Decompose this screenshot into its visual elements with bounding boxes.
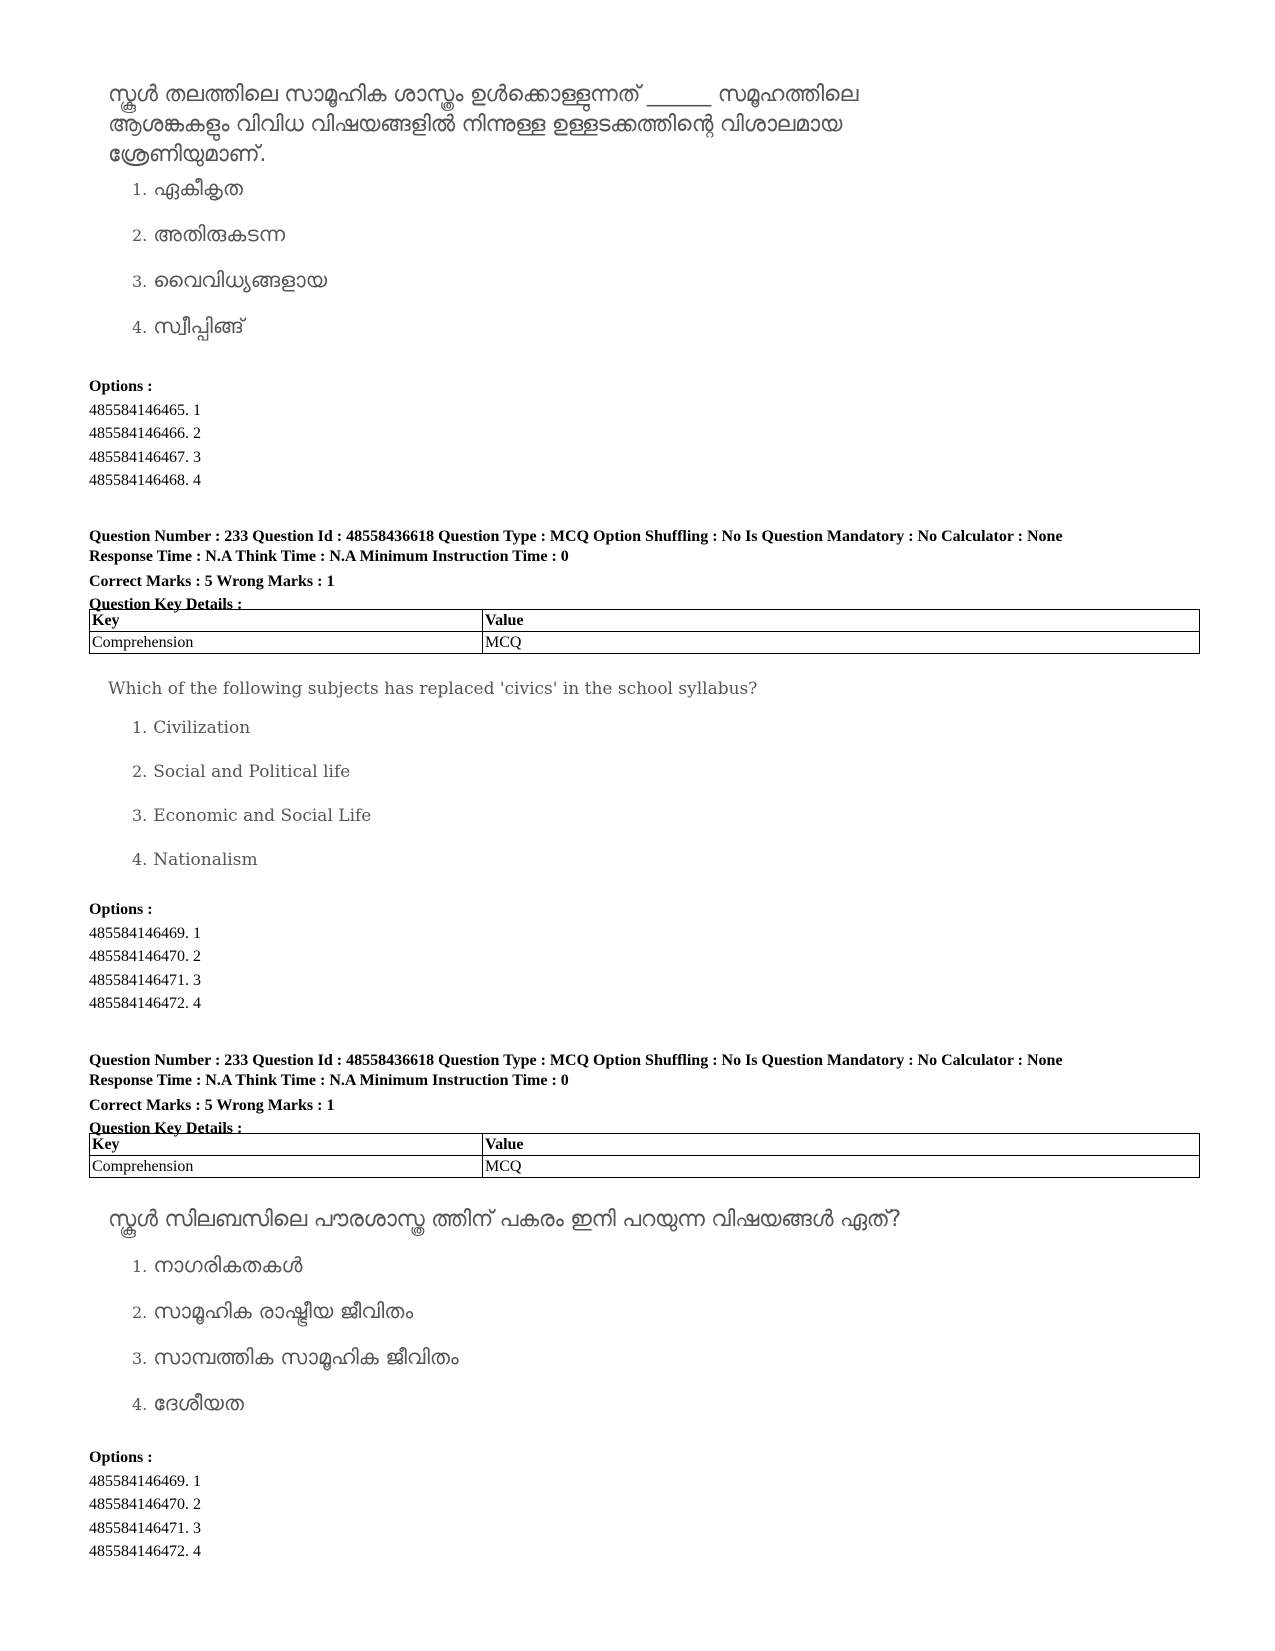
question-2-options [89, 898, 201, 1016]
question-2-meta [89, 527, 1199, 616]
question-3-image [108, 1205, 968, 1415]
option-id: 485584146470. 2 [89, 1496, 201, 1513]
question-1-text: സ്കൂൾ തലത്തിലെ സാമൂഹിക ശാസ്ത്രം ഉൾക്കൊള്ളുന്നത് ______ സമൂഹത്തിലെ ആശങ്കകളും വിവിധ വിഷയങ്ങളിൽ നിന്നുള്ള ഉള്ളടക്കത്തിന്റെ വിശാലമായ ശ്രേണിയുമാണ്. [108, 82, 859, 167]
question-2-choice-3: 3. Economic and Social Life [132, 806, 372, 826]
value-header: Value [483, 1134, 1200, 1156]
option-id: 485584146472. 4 [89, 1543, 201, 1560]
question-marks: Correct Marks : 5 Wrong Marks : 1 [89, 1097, 335, 1114]
key-header: Key [90, 1134, 483, 1156]
option-id: 485584146468. 4 [89, 472, 201, 489]
options-label: Options : [89, 1449, 153, 1466]
value-header: Value [483, 610, 1200, 632]
options-label: Options : [89, 378, 153, 395]
option-id: 485584146472. 4 [89, 995, 201, 1012]
question-timing-line: Response Time : N.A Think Time : N.A Minimum Instruction Time : 0 [89, 1072, 569, 1089]
question-3-choice-4: 4. ദേശീയത [132, 1391, 244, 1415]
value-cell: MCQ [483, 1156, 1200, 1178]
question-3-choice-1: 1. നാഗരികതകൾ [132, 1253, 303, 1277]
option-id: 485584146469. 1 [89, 1472, 201, 1490]
option-id: 485584146466. 2 [89, 425, 201, 442]
key-table-header [90, 610, 1200, 632]
option-id: 485584146465. 1 [89, 401, 201, 419]
option-id: 485584146470. 2 [89, 948, 201, 965]
question-3-choice-2: 2. സാമൂഹിക രാഷ്ട്രീയ ജീവിതം [132, 1299, 414, 1323]
question-3-text: സ്കൂൾ സിലബസിലെ പൗരശാസ്ത്ര ത്തിന് പകരം ഇനി പറയുന്ന വിഷയങ്ങൾ ഏത്? [108, 1207, 901, 1232]
question-1-image [108, 80, 968, 338]
question-1-choice-1: 1. ഏകീകൃത [132, 176, 243, 200]
question-3-options [89, 1446, 201, 1564]
question-3-meta [89, 1051, 1199, 1140]
key-table-row [90, 1156, 1200, 1178]
option-id: 485584146471. 3 [89, 971, 201, 989]
key-cell: Comprehension [90, 632, 483, 654]
option-id: 485584146469. 1 [89, 924, 201, 942]
question-2-image [108, 674, 968, 870]
question-3-key-table [89, 1133, 1200, 1178]
question-timing-line: Response Time : N.A Think Time : N.A Minimum Instruction Time : 0 [89, 548, 569, 565]
question-meta-line: Question Number : 233 Question Id : 48558436618 Question Type : MCQ Option Shuffling : No Is Question Mandatory : No Calculator : None [89, 528, 1063, 545]
question-2-text: Which of the following subjects has replaced 'civics' in the school syllabus? [108, 679, 758, 699]
key-table-header [90, 1134, 1200, 1156]
question-1-choice-4: 4. സ്വീപ്പിങ്ങ് [132, 314, 245, 338]
question-1-choice-2: 2. അതിരുകടന്ന [132, 222, 286, 246]
question-meta-line: Question Number : 233 Question Id : 48558436618 Question Type : MCQ Option Shuffling : No Is Question Mandatory : No Calculator : None [89, 1052, 1063, 1069]
question-2-choice-4: 4. Nationalism [132, 850, 258, 870]
question-1-choice-3: 3. വൈവിധ്യങ്ങളായ [132, 268, 328, 292]
option-id: 485584146467. 3 [89, 448, 201, 466]
key-header: Key [90, 610, 483, 632]
question-2-key-table [89, 609, 1200, 654]
question-1-options [89, 375, 201, 493]
value-cell: MCQ [483, 632, 1200, 654]
question-3-choice-3: 3. സാമ്പത്തിക സാമൂഹിക ജീവിതം [132, 1345, 459, 1369]
options-label: Options : [89, 901, 153, 918]
key-cell: Comprehension [90, 1156, 483, 1178]
key-table-row [90, 632, 1200, 654]
question-2-choice-1: 1. Civilization [132, 718, 251, 738]
question-key-details-label: Question Key Details : [89, 596, 243, 613]
option-id: 485584146471. 3 [89, 1519, 201, 1537]
question-marks: Correct Marks : 5 Wrong Marks : 1 [89, 573, 335, 590]
question-2-choice-2: 2. Social and Political life [132, 762, 351, 782]
question-key-details-label: Question Key Details : [89, 1120, 243, 1137]
